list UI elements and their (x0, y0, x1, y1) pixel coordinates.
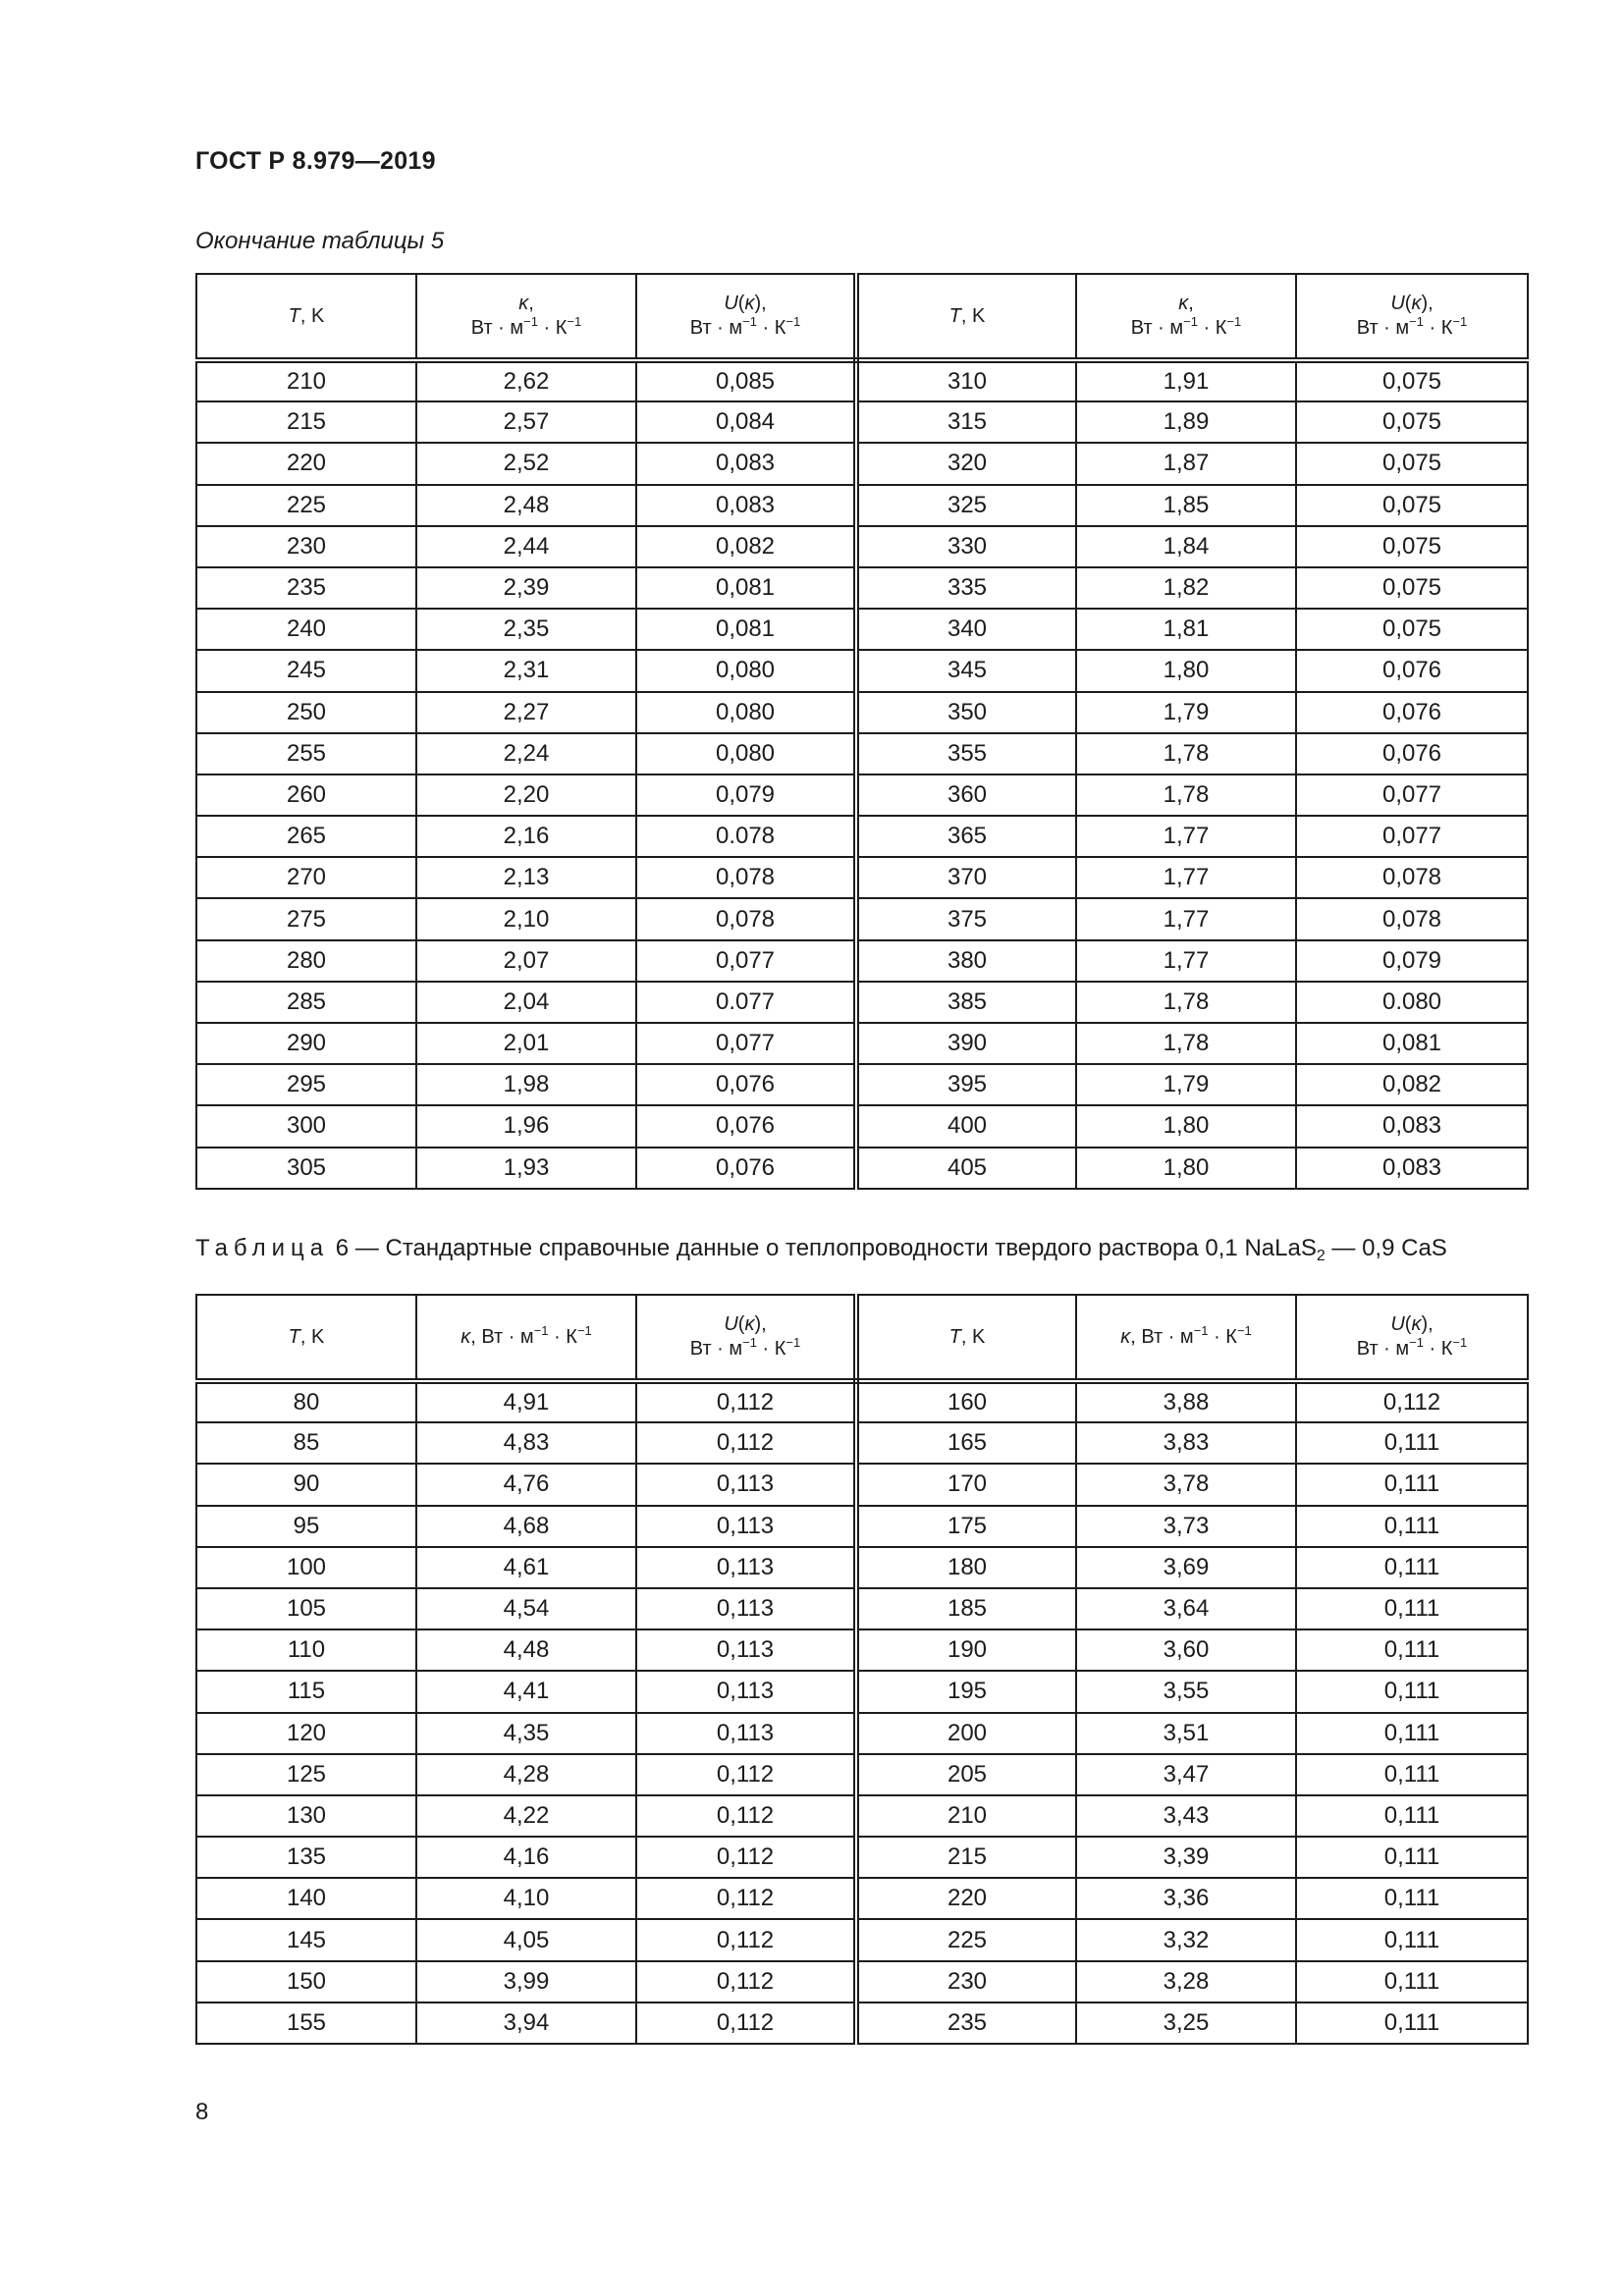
table-cell: 0,076 (636, 1105, 856, 1147)
table-cell: 250 (196, 692, 416, 733)
table-cell: 1,85 (1076, 485, 1296, 526)
standard-designation: ГОСТ Р 8.979—2019 (195, 147, 436, 175)
col-header-kappa: κ, Вт · $м^{-1} \cdot К^{-1}$ (416, 274, 636, 360)
table-cell: 0,076 (636, 1064, 856, 1105)
table-cell: 2,16 (416, 816, 636, 857)
table-cell: 3,94 (416, 2002, 636, 2044)
table-row (196, 1878, 1528, 1919)
table-cell: 95 (196, 1506, 416, 1547)
table-cell: 0,075 (1296, 401, 1528, 443)
table-cell: 195 (856, 1671, 1076, 1712)
table-cell: 4,54 (416, 1588, 636, 1629)
table-row (196, 1064, 1528, 1105)
col-header-kappa: κ, Вт · $м^{-1} \cdot К^{-1}$ (1076, 1295, 1296, 1381)
table-cell: 3,43 (1076, 1795, 1296, 1837)
table-cell: 0,077 (1296, 816, 1528, 857)
table-cell: 3,55 (1076, 1671, 1296, 1712)
table-cell: 115 (196, 1671, 416, 1712)
table-cell: 0,078 (1296, 857, 1528, 898)
table-cell: 355 (856, 733, 1076, 774)
table-cell: 0,113 (636, 1713, 856, 1754)
table-row (196, 1506, 1528, 1547)
table-cell: 1,79 (1076, 692, 1296, 733)
table-cell: 2,13 (416, 857, 636, 898)
table-cell: 0,112 (636, 1837, 856, 1878)
table-cell: 0,112 (636, 1919, 856, 1960)
table-cell: 0,080 (636, 650, 856, 691)
table-row (196, 692, 1528, 733)
table-cell: 330 (856, 526, 1076, 567)
table-row (196, 1422, 1528, 1464)
table-cell: 1,78 (1076, 774, 1296, 816)
table-cell: 235 (196, 567, 416, 609)
table-cell: 335 (856, 567, 1076, 609)
table-cell: 0,111 (1296, 1713, 1528, 1754)
table-header-row (196, 274, 1528, 360)
table-cell: 0,080 (636, 692, 856, 733)
table-row (196, 2002, 1528, 2044)
table-cell: 220 (196, 443, 416, 484)
table-cell: 310 (856, 360, 1076, 401)
table-cell: 0,075 (1296, 609, 1528, 650)
table-cell: 265 (196, 816, 416, 857)
table-cell: 1,77 (1076, 898, 1296, 939)
table-cell: 3,60 (1076, 1629, 1296, 1671)
table-row (196, 1105, 1528, 1147)
table-cell: 0,081 (1296, 1023, 1528, 1064)
table-cell: 0,112 (636, 1961, 856, 2002)
table-cell: 375 (856, 898, 1076, 939)
table-cell: 0,076 (1296, 733, 1528, 774)
table-cell: 210 (856, 1795, 1076, 1837)
table-cell: 395 (856, 1064, 1076, 1105)
table-cell: 1,87 (1076, 443, 1296, 484)
table6-body (196, 1381, 1528, 2044)
table-cell: 0,078 (1296, 898, 1528, 939)
table-header-row (196, 1295, 1528, 1381)
table-cell: 0,111 (1296, 1547, 1528, 1588)
table-row (196, 401, 1528, 443)
table-cell: 1,77 (1076, 857, 1296, 898)
table-row (196, 857, 1528, 898)
table-cell: 220 (856, 1878, 1076, 1919)
table-cell: 0,078 (636, 857, 856, 898)
table-cell: 0,075 (1296, 526, 1528, 567)
table-cell: 0,111 (1296, 1464, 1528, 1505)
table-cell: 170 (856, 1464, 1076, 1505)
table-cell: 0,111 (1296, 1837, 1528, 1878)
table-cell: 3,36 (1076, 1878, 1296, 1919)
table-cell: 340 (856, 609, 1076, 650)
table-cell: 4,76 (416, 1464, 636, 1505)
table6-caption-subscript: 2 (1316, 1248, 1326, 1264)
col-header-kappa: κ, Вт · $м^{-1} \cdot К^{-1}$ (1076, 274, 1296, 360)
table-cell: 2,20 (416, 774, 636, 816)
table-cell: 0,113 (636, 1671, 856, 1712)
table-cell: 0,111 (1296, 1878, 1528, 1919)
table-cell: 230 (856, 1961, 1076, 2002)
table-row (196, 443, 1528, 484)
table-cell: 380 (856, 940, 1076, 982)
table-row (196, 485, 1528, 526)
table-cell: 3,73 (1076, 1506, 1296, 1547)
page-number: 8 (195, 2099, 209, 2125)
table-cell: 3,51 (1076, 1713, 1296, 1754)
table5-continuation-caption: Окончание таблицы 5 (195, 228, 445, 254)
col-header-uncertainty: U(κ), Вт · $м^{-1} \cdot К^{-1}$ (1296, 1295, 1528, 1381)
table-cell: 390 (856, 1023, 1076, 1064)
table-cell: 360 (856, 774, 1076, 816)
table-cell: 0,075 (1296, 360, 1528, 401)
table-cell: 300 (196, 1105, 416, 1147)
table-cell: 3,83 (1076, 1422, 1296, 1464)
table-cell: 4,22 (416, 1795, 636, 1837)
table-cell: 370 (856, 857, 1076, 898)
table-cell: 3,78 (1076, 1464, 1296, 1505)
table-cell: 0,083 (1296, 1148, 1528, 1189)
table-cell: 2,48 (416, 485, 636, 526)
table5-body (196, 360, 1528, 1189)
table-cell: 2,07 (416, 940, 636, 982)
table-cell: 255 (196, 733, 416, 774)
table-cell: 1,91 (1076, 360, 1296, 401)
table-cell: 245 (196, 650, 416, 691)
table-cell: 0,081 (636, 567, 856, 609)
table-row (196, 774, 1528, 816)
table-cell: 385 (856, 982, 1076, 1023)
table-row (196, 1919, 1528, 1960)
table-cell: 0,112 (1296, 1381, 1528, 1422)
table-cell: 215 (856, 1837, 1076, 1878)
table-cell: 2,52 (416, 443, 636, 484)
table-cell: 175 (856, 1506, 1076, 1547)
table-cell: 235 (856, 2002, 1076, 2044)
table-cell: 120 (196, 1713, 416, 1754)
table-cell: 1,77 (1076, 816, 1296, 857)
table-cell: 3,47 (1076, 1754, 1296, 1795)
table-cell: 3,99 (416, 1961, 636, 2002)
table-row (196, 816, 1528, 857)
table-cell: 1,78 (1076, 1023, 1296, 1064)
table-cell: 0,082 (1296, 1064, 1528, 1105)
table-cell: 0,076 (636, 1148, 856, 1189)
table-cell: 345 (856, 650, 1076, 691)
table-cell: 365 (856, 816, 1076, 857)
table-cell: 150 (196, 1961, 416, 2002)
table-cell: 160 (856, 1381, 1076, 1422)
table-cell: 1,80 (1076, 1148, 1296, 1189)
table-row (196, 1464, 1528, 1505)
table-cell: 2,24 (416, 733, 636, 774)
table-cell: 180 (856, 1547, 1076, 1588)
table-cell: 1,98 (416, 1064, 636, 1105)
table-cell: 225 (196, 485, 416, 526)
table-cell: 280 (196, 940, 416, 982)
table-cell: 2,01 (416, 1023, 636, 1064)
table-cell: 0,077 (1296, 774, 1528, 816)
table-cell: 140 (196, 1878, 416, 1919)
table-cell: 4,61 (416, 1547, 636, 1588)
table-cell: 0,111 (1296, 2002, 1528, 2044)
table-cell: 0,079 (636, 774, 856, 816)
table-cell: 155 (196, 2002, 416, 2044)
table-cell: 2,10 (416, 898, 636, 939)
table-cell: 1,79 (1076, 1064, 1296, 1105)
table-row (196, 1381, 1528, 1422)
table-cell: 3,25 (1076, 2002, 1296, 2044)
table-cell: 0,111 (1296, 1795, 1528, 1837)
table-cell: 0,077 (636, 940, 856, 982)
table-cell: 0,078 (636, 898, 856, 939)
table-cell: 0,075 (1296, 485, 1528, 526)
table-cell: 0,081 (636, 609, 856, 650)
table-cell: 200 (856, 1713, 1076, 1754)
table-cell: 285 (196, 982, 416, 1023)
table-cell: 1,89 (1076, 401, 1296, 443)
table-5 (195, 273, 1529, 1190)
table-cell: 190 (856, 1629, 1076, 1671)
table-cell: 0,083 (636, 443, 856, 484)
table-cell: 405 (856, 1148, 1076, 1189)
table-cell: 0,075 (1296, 567, 1528, 609)
table-cell: 230 (196, 526, 416, 567)
table-row (196, 1795, 1528, 1837)
table-cell: 1,78 (1076, 733, 1296, 774)
table-cell: 0,111 (1296, 1961, 1528, 2002)
table-cell: 0,080 (636, 733, 856, 774)
table-cell: 4,83 (416, 1422, 636, 1464)
table-cell: 90 (196, 1464, 416, 1505)
table-row (196, 1023, 1528, 1064)
table-cell: 0,113 (636, 1547, 856, 1588)
table-row (196, 360, 1528, 401)
table-cell: 0,112 (636, 1422, 856, 1464)
table6-caption-tail: — 0,9 CaS (1325, 1235, 1447, 1261)
table-cell: 4,10 (416, 1878, 636, 1919)
table-cell: 0.078 (636, 816, 856, 857)
table-cell: 275 (196, 898, 416, 939)
table-cell: 315 (856, 401, 1076, 443)
table-cell: 215 (196, 401, 416, 443)
table-cell: 0,112 (636, 1795, 856, 1837)
table-cell: 3,28 (1076, 1961, 1296, 2002)
table-cell: 0,112 (636, 2002, 856, 2044)
table-cell: 295 (196, 1064, 416, 1105)
table-cell: 290 (196, 1023, 416, 1064)
table-row (196, 898, 1528, 939)
table-cell: 80 (196, 1381, 416, 1422)
table-row (196, 1629, 1528, 1671)
table-cell: 4,68 (416, 1506, 636, 1547)
table-cell: 0,112 (636, 1754, 856, 1795)
table-cell: 0,113 (636, 1588, 856, 1629)
table-cell: 0,077 (636, 1023, 856, 1064)
table-row (196, 650, 1528, 691)
table-cell: 0,112 (636, 1381, 856, 1422)
col-header-uncertainty: U(κ), Вт · $м^{-1} \cdot К^{-1}$ (636, 274, 856, 360)
table-cell: 0,111 (1296, 1588, 1528, 1629)
col-header-temperature: T, K (856, 1295, 1076, 1381)
table-cell: 85 (196, 1422, 416, 1464)
table-cell: 0,079 (1296, 940, 1528, 982)
table-cell: 0,083 (1296, 1105, 1528, 1147)
table-cell: 260 (196, 774, 416, 816)
table-cell: 1,84 (1076, 526, 1296, 567)
table-cell: 4,05 (416, 1919, 636, 1960)
table-cell: 1,80 (1076, 650, 1296, 691)
table-cell: 0,075 (1296, 443, 1528, 484)
table-cell: 0,111 (1296, 1422, 1528, 1464)
table-row (196, 1671, 1528, 1712)
table-cell: 4,35 (416, 1713, 636, 1754)
col-header-temperature: T, K (196, 274, 416, 360)
table-cell: 0,113 (636, 1464, 856, 1505)
table-cell: 0,076 (1296, 650, 1528, 691)
table-cell: 1,81 (1076, 609, 1296, 650)
table-cell: 125 (196, 1754, 416, 1795)
table-cell: 3,69 (1076, 1547, 1296, 1588)
table-cell: 1,77 (1076, 940, 1296, 982)
table-cell: 0,113 (636, 1506, 856, 1547)
table-cell: 0,085 (636, 360, 856, 401)
table-cell: 270 (196, 857, 416, 898)
table-cell: 2,31 (416, 650, 636, 691)
table-cell: 0,111 (1296, 1754, 1528, 1795)
table-cell: 4,41 (416, 1671, 636, 1712)
col-header-temperature: T, K (196, 1295, 416, 1381)
table-cell: 205 (856, 1754, 1076, 1795)
table-cell: 4,28 (416, 1754, 636, 1795)
table-cell: 400 (856, 1105, 1076, 1147)
table-cell: 325 (856, 485, 1076, 526)
table-cell: 0,083 (636, 485, 856, 526)
table-row (196, 1588, 1528, 1629)
col-header-uncertainty: U(κ), Вт · $м^{-1} \cdot К^{-1}$ (636, 1295, 856, 1381)
table-cell: 2,39 (416, 567, 636, 609)
table6-caption (195, 1235, 1527, 1262)
table-cell: 0,076 (1296, 692, 1528, 733)
table-cell: 110 (196, 1629, 416, 1671)
table6-caption-label: Таблица (195, 1235, 330, 1261)
table-cell: 0,111 (1296, 1506, 1528, 1547)
table-row (196, 1713, 1528, 1754)
col-header-uncertainty: U(κ), Вт · $м^{-1} \cdot К^{-1}$ (1296, 274, 1528, 360)
table-cell: 3,39 (1076, 1837, 1296, 1878)
table-cell: 0.080 (1296, 982, 1528, 1023)
table-row (196, 526, 1528, 567)
table-cell: 0,111 (1296, 1671, 1528, 1712)
table-cell: 210 (196, 360, 416, 401)
table-cell: 1,93 (416, 1148, 636, 1189)
table-cell: 0.077 (636, 982, 856, 1023)
table-row (196, 1837, 1528, 1878)
table-cell: 0,113 (636, 1629, 856, 1671)
table-cell: 185 (856, 1588, 1076, 1629)
table-cell: 2,04 (416, 982, 636, 1023)
table-cell: 145 (196, 1919, 416, 1960)
table-cell: 3,32 (1076, 1919, 1296, 1960)
table-cell: 225 (856, 1919, 1076, 1960)
table-cell: 0,111 (1296, 1629, 1528, 1671)
table-cell: 1,80 (1076, 1105, 1296, 1147)
table-cell: 130 (196, 1795, 416, 1837)
table-cell: 1,96 (416, 1105, 636, 1147)
table-cell: 0,112 (636, 1878, 856, 1919)
table-cell: 4,91 (416, 1381, 636, 1422)
table-cell: 2,44 (416, 526, 636, 567)
table-cell: 105 (196, 1588, 416, 1629)
table-row (196, 733, 1528, 774)
table-row (196, 609, 1528, 650)
table-cell: 165 (856, 1422, 1076, 1464)
table-cell: 100 (196, 1547, 416, 1588)
table-row (196, 982, 1528, 1023)
table-cell: 2,57 (416, 401, 636, 443)
table-row (196, 1754, 1528, 1795)
table-6 (195, 1294, 1529, 2045)
col-header-kappa: κ, Вт · $м^{-1} \cdot К^{-1}$ (416, 1295, 636, 1381)
table-row (196, 1961, 1528, 2002)
table-row (196, 1547, 1528, 1588)
col-header-temperature: T, K (856, 274, 1076, 360)
table-cell: 4,48 (416, 1629, 636, 1671)
table6-caption-number: 6 (335, 1235, 350, 1261)
table-row (196, 940, 1528, 982)
table-cell: 3,88 (1076, 1381, 1296, 1422)
table-cell: 135 (196, 1837, 416, 1878)
table-cell: 240 (196, 609, 416, 650)
table-cell: 3,64 (1076, 1588, 1296, 1629)
table-cell: 0,084 (636, 401, 856, 443)
table-cell: 1,82 (1076, 567, 1296, 609)
table-cell: 0,111 (1296, 1919, 1528, 1960)
table6-caption-text: — Стандартные справочные данные о теплопроводности твердого раствора 0,1 NaLaS (354, 1235, 1317, 1261)
table-cell: 305 (196, 1148, 416, 1189)
table-cell: 4,16 (416, 1837, 636, 1878)
table-row (196, 567, 1528, 609)
table-cell: 0,082 (636, 526, 856, 567)
table-cell: 1,78 (1076, 982, 1296, 1023)
table-row (196, 1148, 1528, 1189)
table-cell: 350 (856, 692, 1076, 733)
table-cell: 2,27 (416, 692, 636, 733)
table-cell: 2,62 (416, 360, 636, 401)
table-cell: 320 (856, 443, 1076, 484)
table-cell: 2,35 (416, 609, 636, 650)
